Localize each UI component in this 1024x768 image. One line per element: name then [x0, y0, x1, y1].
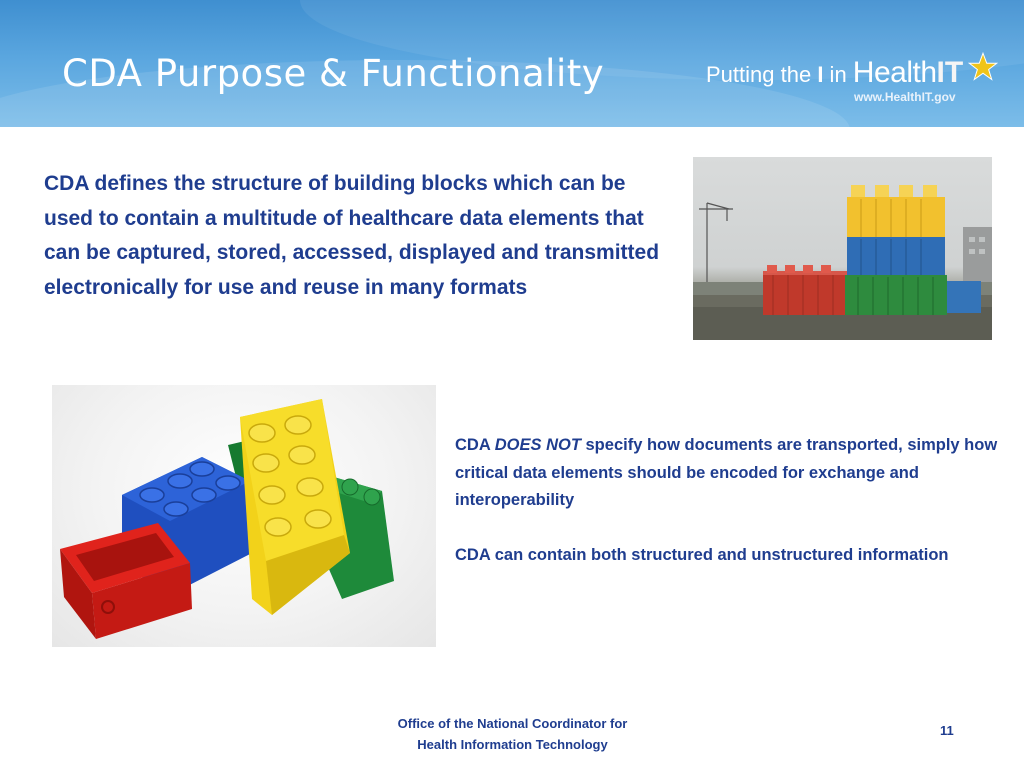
note-prefix: CDA	[455, 436, 495, 454]
footer-line-1: Office of the National Coordinator for	[397, 716, 628, 731]
healthit-logo	[706, 52, 1006, 108]
logo-putting: Putting the	[706, 62, 818, 87]
cda-content-note: CDA can contain both structured and unstructured information	[455, 545, 949, 564]
page-number: 11	[940, 723, 954, 738]
logo-i: I	[817, 62, 824, 87]
cda-transport-note	[455, 432, 1000, 515]
logo-url: www.HealthIT.gov	[854, 90, 956, 104]
note-emphasis: DOES NOT	[494, 436, 581, 454]
slide-title: CDA Purpose & Functionality	[62, 52, 605, 95]
cda-notes	[455, 432, 1000, 569]
containers-illustration	[693, 157, 992, 340]
lego-bricks-photo	[52, 385, 436, 647]
header-banner	[0, 0, 1024, 127]
paragraph-gap	[455, 515, 1000, 542]
logo-health: Health	[852, 56, 937, 89]
cda-definition-text: CDA defines the structure of building blocks which can be used to contain a multitude of healthcare data elements that can be captured, stored, accessed, displayed and transmitted electronically for use and reuse in many formats	[44, 172, 660, 299]
logo-wordmark	[706, 56, 963, 90]
footer-organization	[345, 713, 680, 755]
lego-illustration	[52, 385, 436, 647]
footer-line-2: Health Information Technology	[417, 737, 608, 752]
logo-in: in	[823, 62, 853, 87]
logo-it: IT	[936, 56, 964, 89]
note-suffix: specify how documents are transported, simply how critical data elements should be encoded for exchange and interoperability	[455, 436, 998, 509]
shipping-containers-photo	[693, 157, 992, 340]
star-icon	[968, 52, 998, 82]
